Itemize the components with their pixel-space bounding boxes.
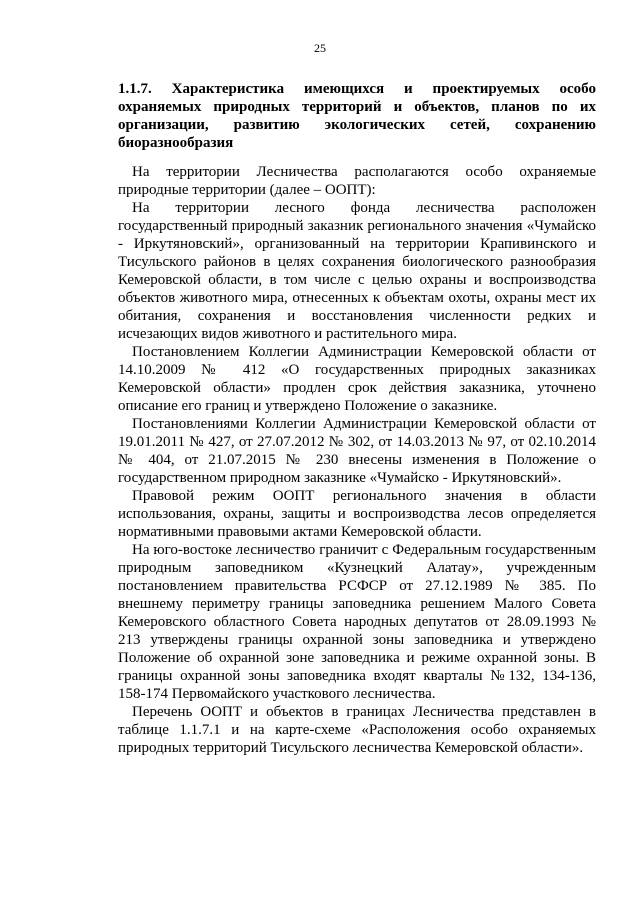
page-number: 25 — [314, 41, 326, 55]
paragraph-zakaznik-amendments: Постановлениями Коллегии Администрации Кемеровской области от 19.01.2011 № 427, от 27.07.2012 № 302, от 14.03.2013 № 97, от 02.10.2014 № 404, от 21.07.2015 № 230 внесены изменения в Положение о государственном природном заказнике «Чумайско - Иркутяновский». — [118, 416, 596, 486]
section-heading: 1.1.7. Характеристика имеющихся и проектируемых особо охраняемых природных территорий и объектов, планов по их организации, развитию экологических сетей, сохранению биоразнообразия — [118, 81, 596, 151]
document-body — [118, 163, 596, 757]
paragraph-zakaznik-extension: Постановлением Коллегии Администрации Кемеровской области от 14.10.2009 № 412 «О государственных природных заказниках Кемеровской области» продлен срок действия заказника, уточнено описание его границ и утверждено Положение о заказнике. — [118, 344, 596, 414]
paragraph-oopt-intro: На территории Лесничества располагаются особо охраняемые природные территории (далее – ООПТ): — [118, 164, 596, 198]
paragraph-legal-regime: Правовой режим ООПТ регионального значения в области использования, охраны, защиты и воспроизводства лесов определяется нормативными правовыми актами Кемеровской области. — [118, 488, 596, 540]
paragraph-zakaznik-description: На территории лесного фонда лесничества расположен государственный природный заказник регионального значения «Чумайско - Иркутяновский», организованный на территории Крапивинского и Тисульского районов в целях сохранения биологического разнообразия Кемеровской области, в том числе с целью охраны и воспроизводства объектов животного мира, отнесенных к объектам охоты, охраны мест их обитания, сохранения и восстановления численности редких и исчезающих видов животного и растительного мира. — [118, 200, 596, 342]
paragraph-oopt-list-reference: Перечень ООПТ и объектов в границах Лесничества представлен в таблице 1.1.7.1 и на карте-схеме «Расположения особо охраняемых природных территорий Тисульского лесничества Кемеровской области». — [118, 704, 596, 756]
paragraph-zapovednik-border: На юго-востоке лесничество граничит с Федеральным государственным природным заповедником «Кузнецкий Алатау», учрежденным постановлением правительства РСФСР от 27.12.1989 № 385. По внешнему периметру границы заповедника решением Малого Совета Кемеровского областного Совета народных депутатов от 28.09.1993 № 213 утверждены границы охранной зоны заповедника и утверждено Положение об охранной зоне заповедника и режиме охранной зоны. В границы охранной зоны заповедника входят кварталы №132, 134-136, 158-174 Первомайского участкового лесничества. — [118, 542, 596, 702]
